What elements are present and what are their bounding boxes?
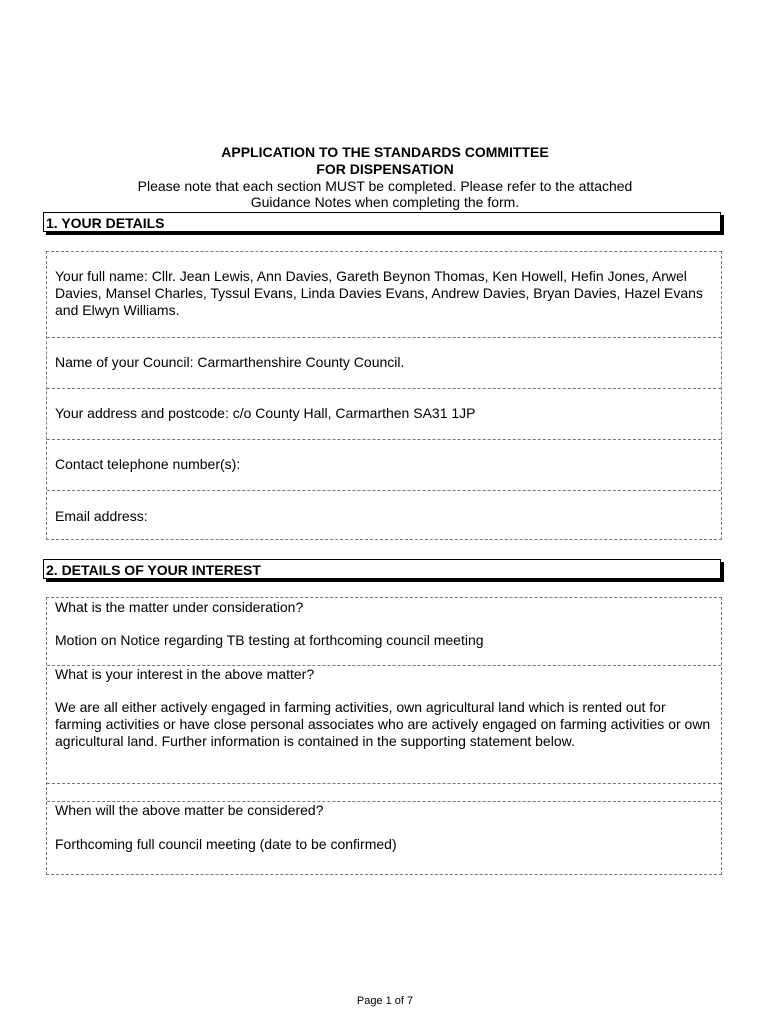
matter-answer: Motion on Notice regarding TB testing at forthcoming council meeting — [55, 632, 484, 648]
form-title-line2: FOR DISPENSATION — [316, 161, 454, 177]
telephone-label: Contact telephone number(s): — [55, 456, 241, 472]
timing-question: When will the above matter be considered? — [55, 802, 324, 818]
matter-question: What is the matter under consideration? — [55, 599, 304, 615]
telephone-field[interactable] — [47, 439, 721, 490]
council-name-field[interactable] — [47, 337, 721, 388]
full-name-text: Your full name: Cllr. Jean Lewis, Ann Davies, Gareth Beynon Thomas, Ken Howell, Hefin Jones, Arwel Davies, Mansel Charles, Tyssul Evans, Linda Davies Evans, Andrew Davies, Bryan Davies, Hazel Evans and Elwyn Williams. — [55, 268, 703, 318]
instructions-line1: Please note that each section MUST be completed. Please refer to the attached — [137, 178, 633, 194]
timing-field[interactable] — [47, 801, 721, 875]
address-field[interactable] — [47, 388, 721, 439]
address-text: Your address and postcode: c/o County Hall, Carmarthen SA31 1JP — [55, 405, 476, 421]
section-your-details-heading: 1. YOUR DETAILS — [43, 212, 721, 232]
interest-answer: We are all either actively engaged in farming activities, own agricultural land which is rented out for farming activities or have close personal associates who are actively engaged on farming activities or own agricultural land. Further information is contained in the supporting statement below. — [55, 699, 711, 749]
matter-field[interactable] — [47, 598, 721, 665]
form-title-line1: APPLICATION TO THE STANDARDS COMMITTEE — [221, 144, 549, 160]
interest-field[interactable] — [47, 665, 721, 783]
interest-question: What is your interest in the above matter? — [55, 666, 315, 682]
timing-answer: Forthcoming full council meeting (date to be confirmed) — [55, 836, 397, 852]
email-label: Email address: — [55, 508, 148, 524]
full-name-field[interactable] — [47, 252, 721, 337]
instructions-line2: Guidance Notes when completing the form. — [250, 194, 520, 210]
page-number: Page 1 of 7 — [356, 995, 414, 1007]
section-interest-heading: 2. DETAILS OF YOUR INTEREST — [43, 559, 721, 579]
spacer-row — [47, 783, 721, 801]
council-name-text: Name of your Council: Carmarthenshire County Council. — [55, 354, 405, 370]
email-field[interactable] — [47, 490, 721, 540]
interest-details-table — [46, 597, 722, 875]
your-details-table — [46, 251, 722, 540]
